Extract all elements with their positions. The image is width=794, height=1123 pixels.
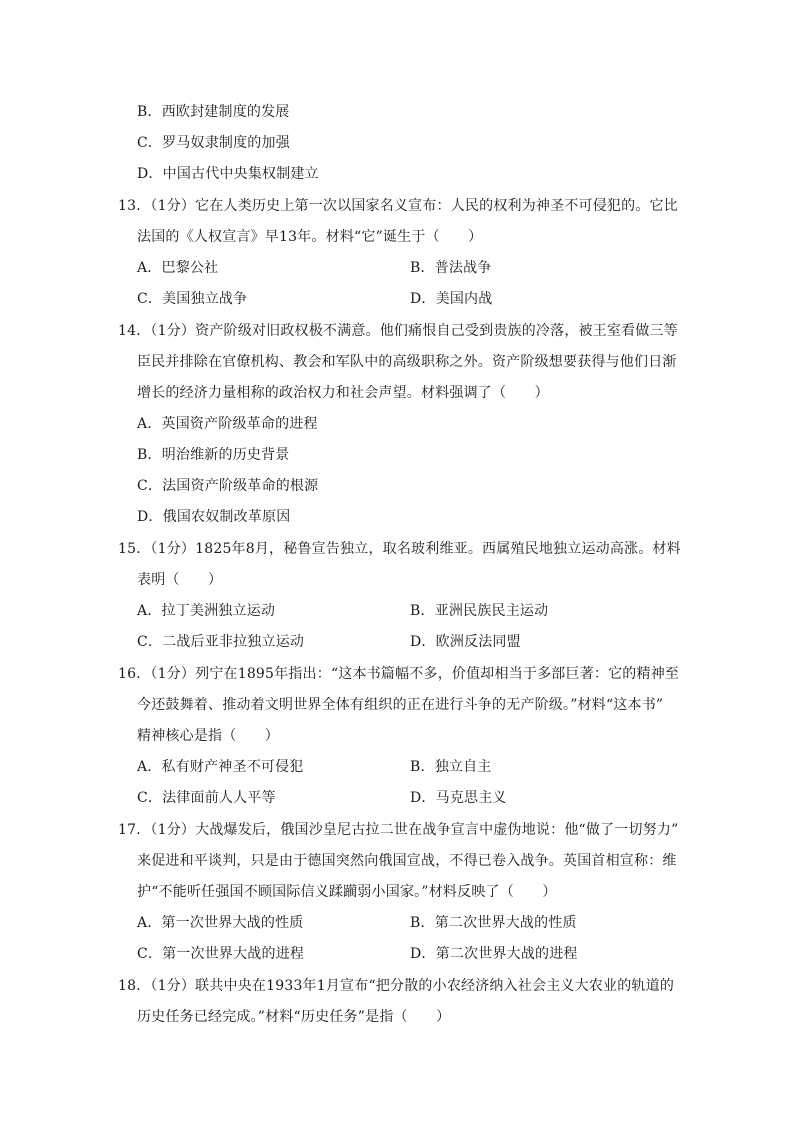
question-13-option-c[interactable]: C．美国独立战争 bbox=[137, 291, 248, 307]
option-d[interactable]: D．中国古代中央集权制建立 bbox=[137, 166, 319, 182]
question-17-option-a[interactable]: A．第一次世界大战的性质 bbox=[137, 915, 304, 931]
question-15-stem: 15．（1分）1825年8月，秘鲁宣告独立，取名玻利维亚。西属殖民地独立运动高涨。材料 bbox=[118, 541, 681, 557]
question-15-option-d[interactable]: D．欧洲反法同盟 bbox=[410, 634, 521, 650]
question-18-stem-cont: 历史任务已经完成。”材料“历史任务”是指（ ） bbox=[137, 1009, 451, 1025]
question-14-option-a[interactable]: A．英国资产阶级革命的进程 bbox=[137, 416, 318, 432]
question-18-stem: 18．（1分）联共中央在1933年1月宣布“把分散的小农经济纳入社会主义大农业的轨道的 bbox=[118, 978, 675, 994]
question-14-option-b[interactable]: B．明治维新的历史背景 bbox=[137, 447, 290, 463]
question-13-stem: 13．（1分）它在人类历史上第一次以国家名义宣布：人民的权利为神圣不可侵犯的。它比 bbox=[118, 198, 678, 214]
question-16-stem-cont: 精神核心是指（ ） bbox=[137, 728, 279, 744]
question-16-stem-cont: 今还鼓舞着、推动着文明世界全体有组织的正在进行斗争的无产阶级。”材料“这本书” bbox=[137, 697, 664, 713]
question-13-option-d[interactable]: D．美国内战 bbox=[410, 291, 493, 307]
question-13-option-b[interactable]: B．普法战争 bbox=[410, 260, 492, 276]
question-14-stem-cont: 臣民并排除在官僚机构、教会和军队中的高级职称之外。资产阶级想要获得与他们日渐 bbox=[137, 354, 677, 370]
question-15-option-a[interactable]: A．拉丁美洲独立运动 bbox=[137, 603, 276, 619]
question-14-stem-cont: 增长的经济力量相称的政治权力和社会声望。材料强调了（ ） bbox=[137, 385, 549, 401]
question-16-option-d[interactable]: D．马克思主义 bbox=[410, 790, 507, 806]
question-15-stem-cont: 表明（ ） bbox=[137, 572, 223, 588]
question-15-option-b[interactable]: B．亚洲民族民主运动 bbox=[410, 603, 549, 619]
option-b[interactable]: B．西欧封建制度的发展 bbox=[137, 104, 290, 120]
question-16-stem: 16．（1分）列宁在1895年指出：“这本书篇幅不多，价值却相当于多部巨著：它的精神至 bbox=[118, 666, 680, 682]
question-14-stem: 14．（1分）资产阶级对旧政权极不满意。他们痛恨自己受到贵族的冷落，被王室看做三等 bbox=[118, 323, 678, 339]
question-17-stem-cont: 来促进和平谈判，只是由于德国突然向俄国宣战，不得已卷入战争。英国首相宣称：维 bbox=[137, 853, 677, 869]
question-17-option-d[interactable]: D．第二次世界大战的进程 bbox=[410, 946, 578, 962]
question-16-option-c[interactable]: C．法律面前人人平等 bbox=[137, 790, 276, 806]
question-16-option-a[interactable]: A．私有财产神圣不可侵犯 bbox=[137, 759, 304, 775]
question-17-stem: 17．（1分）大战爆发后，俄国沙皇尼古拉二世在战争宣言中虚伪地说：他“做了一切努力” bbox=[118, 822, 679, 838]
question-13-stem-cont: 法国的《人权宣言》早13年。材料“它”诞生于（ ） bbox=[137, 229, 483, 245]
question-14-option-d[interactable]: D．俄国农奴制改革原因 bbox=[137, 509, 291, 525]
option-c[interactable]: C．罗马奴隶制度的加强 bbox=[137, 135, 290, 151]
question-16-option-b[interactable]: B．独立自主 bbox=[410, 759, 492, 775]
question-17-option-c[interactable]: C．第一次世界大战的进程 bbox=[137, 946, 305, 962]
question-15-option-c[interactable]: C．二战后亚非拉独立运动 bbox=[137, 634, 305, 650]
question-17-option-b[interactable]: B．第二次世界大战的性质 bbox=[410, 915, 577, 931]
question-14-option-c[interactable]: C．法国资产阶级革命的根源 bbox=[137, 478, 319, 494]
question-17-stem-cont: 护“不能听任强国不顾国际信义蹂躏弱小国家。”材料反映了（ ） bbox=[137, 884, 557, 900]
question-13-option-a[interactable]: A．巴黎公社 bbox=[137, 260, 219, 276]
